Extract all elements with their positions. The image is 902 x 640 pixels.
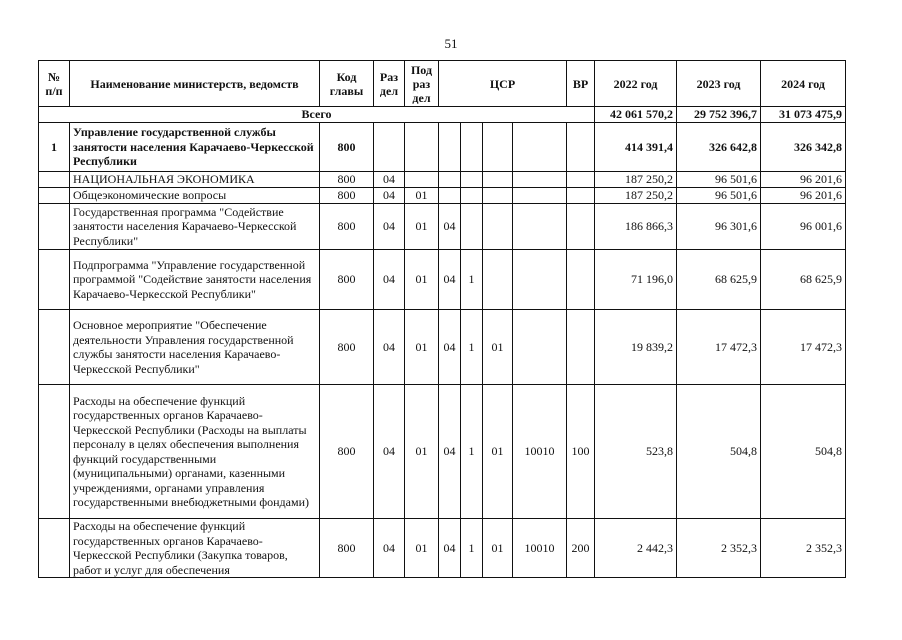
header-row xyxy=(39,61,846,107)
cell-csr2: 1 xyxy=(461,519,483,578)
page-number: 51 xyxy=(444,36,458,51)
total-2024: 31 073 475,9 xyxy=(761,107,846,123)
cell-csr1: 04 xyxy=(439,250,461,310)
cell-y2022: 186 866,3 xyxy=(595,204,677,250)
header-podrazdel: Под раз дел xyxy=(405,61,439,107)
cell-y2024: 17 472,3 xyxy=(761,310,846,385)
cell-csr3 xyxy=(483,204,513,250)
cell-podrazdel xyxy=(405,172,439,188)
cell-csr1 xyxy=(439,172,461,188)
cell-y2022: 187 250,2 xyxy=(595,188,677,204)
cell-kod: 800 xyxy=(320,123,374,172)
cell-csr1 xyxy=(439,188,461,204)
cell-num xyxy=(39,204,70,250)
cell-kod: 800 xyxy=(320,204,374,250)
cell-csr1: 04 xyxy=(439,310,461,385)
cell-kod: 800 xyxy=(320,250,374,310)
budget-table xyxy=(38,60,846,578)
header-2024: 2024 год xyxy=(761,61,846,107)
cell-y2024: 2 352,3 xyxy=(761,519,846,578)
cell-vr: 200 xyxy=(567,519,595,578)
total-2022: 42 061 570,2 xyxy=(595,107,677,123)
cell-y2022: 523,8 xyxy=(595,385,677,519)
cell-csr3 xyxy=(483,123,513,172)
total-label: Всего xyxy=(39,107,595,123)
cell-csr2 xyxy=(461,123,483,172)
cell-num xyxy=(39,250,70,310)
header-kod: Код главы xyxy=(320,61,374,107)
table-row xyxy=(39,519,846,578)
header-2022: 2022 год xyxy=(595,61,677,107)
cell-y2023: 68 625,9 xyxy=(677,250,761,310)
cell-csr1 xyxy=(439,123,461,172)
cell-podrazdel: 01 xyxy=(405,519,439,578)
cell-csr4 xyxy=(513,123,567,172)
cell-y2022: 2 442,3 xyxy=(595,519,677,578)
cell-name: Расходы на обеспечение функций государственных органов Карачаево-Черкесской Республики (Расходы на выплаты персоналу в целях обеспечения выполнения функций государственными (муниципальными) органами, казенными учреждениями, органами управления государственными внебюджетными фондами) xyxy=(70,385,320,519)
cell-podrazdel: 01 xyxy=(405,310,439,385)
table-row xyxy=(39,310,846,385)
cell-y2024: 504,8 xyxy=(761,385,846,519)
header-razdel: Раз дел xyxy=(374,61,405,107)
cell-csr4 xyxy=(513,172,567,188)
cell-y2023: 96 501,6 xyxy=(677,172,761,188)
cell-csr3 xyxy=(483,250,513,310)
cell-csr4 xyxy=(513,310,567,385)
cell-name: НАЦИОНАЛЬНАЯ ЭКОНОМИКА xyxy=(70,172,320,188)
cell-num xyxy=(39,188,70,204)
cell-num xyxy=(39,172,70,188)
cell-podrazdel xyxy=(405,123,439,172)
cell-vr xyxy=(567,123,595,172)
cell-name: Государственная программа "Содействие занятости населения Карачаево-Черкесской Республики" xyxy=(70,204,320,250)
cell-y2024: 96 001,6 xyxy=(761,204,846,250)
cell-vr xyxy=(567,310,595,385)
cell-kod: 800 xyxy=(320,519,374,578)
cell-num xyxy=(39,310,70,385)
cell-csr2 xyxy=(461,204,483,250)
cell-csr4 xyxy=(513,188,567,204)
cell-y2022: 414 391,4 xyxy=(595,123,677,172)
table-row xyxy=(39,188,846,204)
cell-csr3: 01 xyxy=(483,519,513,578)
cell-y2024: 96 201,6 xyxy=(761,188,846,204)
cell-csr4 xyxy=(513,250,567,310)
cell-razdel: 04 xyxy=(374,385,405,519)
cell-y2023: 96 301,6 xyxy=(677,204,761,250)
cell-csr2 xyxy=(461,188,483,204)
cell-razdel xyxy=(374,123,405,172)
cell-vr xyxy=(567,188,595,204)
cell-podrazdel: 01 xyxy=(405,385,439,519)
cell-csr3: 01 xyxy=(483,310,513,385)
cell-razdel: 04 xyxy=(374,519,405,578)
cell-num xyxy=(39,519,70,578)
cell-razdel: 04 xyxy=(374,172,405,188)
total-2023: 29 752 396,7 xyxy=(677,107,761,123)
cell-name: Управление государственной службы занятости населения Карачаево-Черкесской Республики xyxy=(70,123,320,172)
cell-razdel: 04 xyxy=(374,250,405,310)
cell-y2023: 17 472,3 xyxy=(677,310,761,385)
cell-y2022: 71 196,0 xyxy=(595,250,677,310)
cell-num: 1 xyxy=(39,123,70,172)
cell-csr3: 01 xyxy=(483,385,513,519)
cell-y2022: 187 250,2 xyxy=(595,172,677,188)
table-row xyxy=(39,204,846,250)
cell-y2023: 504,8 xyxy=(677,385,761,519)
cell-kod: 800 xyxy=(320,385,374,519)
cell-y2023: 96 501,6 xyxy=(677,188,761,204)
cell-csr3 xyxy=(483,172,513,188)
cell-kod: 800 xyxy=(320,310,374,385)
cell-csr2 xyxy=(461,172,483,188)
header-2023: 2023 год xyxy=(677,61,761,107)
cell-csr2: 1 xyxy=(461,385,483,519)
table-body xyxy=(39,123,846,578)
header-csr: ЦСР xyxy=(439,61,567,107)
cell-vr xyxy=(567,250,595,310)
cell-name: Общеэкономические вопросы xyxy=(70,188,320,204)
cell-y2024: 68 625,9 xyxy=(761,250,846,310)
cell-vr xyxy=(567,204,595,250)
table-row xyxy=(39,250,846,310)
cell-num xyxy=(39,385,70,519)
cell-vr xyxy=(567,172,595,188)
table-row xyxy=(39,123,846,172)
cell-kod: 800 xyxy=(320,172,374,188)
cell-podrazdel: 01 xyxy=(405,188,439,204)
header-num: № п/п xyxy=(39,61,70,107)
cell-podrazdel: 01 xyxy=(405,204,439,250)
cell-razdel: 04 xyxy=(374,188,405,204)
cell-name: Основное мероприятие "Обеспечение деятельности Управления государственной службы занятости населения Карачаево-Черкесской Республики" xyxy=(70,310,320,385)
cell-y2023: 326 642,8 xyxy=(677,123,761,172)
cell-csr4: 10010 xyxy=(513,385,567,519)
cell-razdel: 04 xyxy=(374,310,405,385)
cell-csr3 xyxy=(483,188,513,204)
header-name: Наименование министерств, ведомств xyxy=(70,61,320,107)
cell-csr1: 04 xyxy=(439,519,461,578)
cell-podrazdel: 01 xyxy=(405,250,439,310)
cell-csr1: 04 xyxy=(439,204,461,250)
cell-razdel: 04 xyxy=(374,204,405,250)
cell-vr: 100 xyxy=(567,385,595,519)
cell-name: Подпрограмма "Управление государственной программой "Содействие занятости населения Карачаево-Черкесской Республики" xyxy=(70,250,320,310)
total-row xyxy=(39,107,846,123)
table-row xyxy=(39,172,846,188)
cell-csr4: 10010 xyxy=(513,519,567,578)
cell-y2024: 96 201,6 xyxy=(761,172,846,188)
cell-y2022: 19 839,2 xyxy=(595,310,677,385)
cell-csr2: 1 xyxy=(461,250,483,310)
header-vr: ВР xyxy=(567,61,595,107)
cell-csr1: 04 xyxy=(439,385,461,519)
cell-y2023: 2 352,3 xyxy=(677,519,761,578)
cell-csr4 xyxy=(513,204,567,250)
cell-csr2: 1 xyxy=(461,310,483,385)
cell-y2024: 326 342,8 xyxy=(761,123,846,172)
table-row xyxy=(39,385,846,519)
cell-kod: 800 xyxy=(320,188,374,204)
cell-name: Расходы на обеспечение функций государственных органов Карачаево-Черкесской Республики (Закупка товаров, работ и услуг для обеспечения xyxy=(70,519,320,578)
